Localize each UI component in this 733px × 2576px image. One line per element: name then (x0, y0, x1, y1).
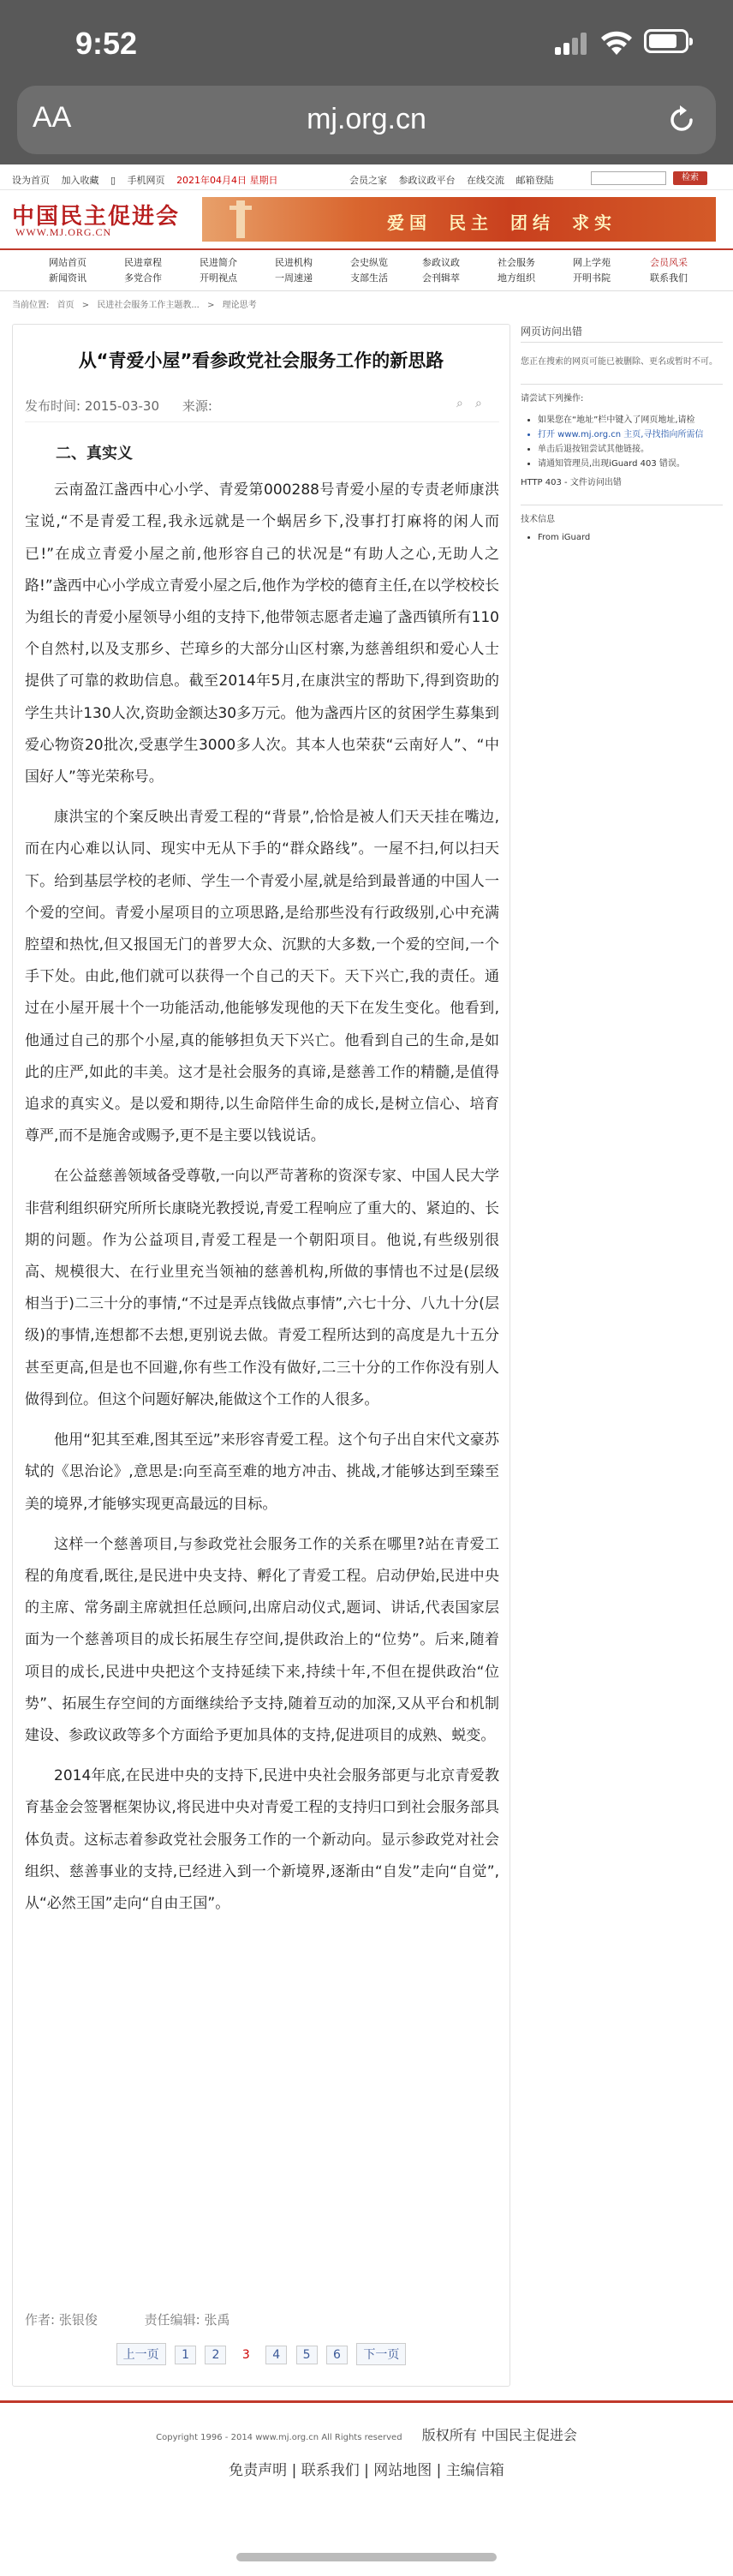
nav-item[interactable]: 民进章程 (124, 257, 162, 268)
nav-item[interactable]: 网站首页 (49, 257, 86, 268)
nav-item[interactable]: 会员风采 (650, 257, 688, 268)
nav-item[interactable]: 一周速递 (275, 272, 313, 284)
paragraph: 云南盈江盏西中心小学、青爱第000288号青爱小屋的专责老师康洪宝说,“不是青爱工程,我永远就是一个蜗居乡下,没事打打麻将的闲人而已!”在成立青爱小屋之前,他形容自己的状况是“有助人之心,无助人之路!”盏西中心小学成立青爱小屋之后,他作为学校的德育主任,在以学校校长为组长的青爱小屋领导小组的支持下,他带领志愿者走遍了盏西镇所有110个自然村,以及支那乡、芒璋乡的大部分山区村寨,为慈善组织和爱心人士提供了可靠的救助信息。截至2014年5月,在康洪宝的帮助下,得到资助的学生共计130人次,资助金额达30多万元。他为盏西片区的贫困学生募集到爱心物资20批次,受惠学生3000多人次。其本人也荣获“云南好人”、“中国好人”等光荣称号。 (25, 481, 499, 786)
source-label: 来源: (182, 398, 212, 414)
list-item: • From iGuard (538, 533, 723, 542)
paragraph: 这样一个慈善项目,与参政党社会服务工作的关系在哪里?站在青爱工程的角度看,既往,是民进中央支持、孵化了青爱工程。启动伊始,民进中央的主席、常务副主席就担任总顾问,出席启动仪式,题词、讲话,代表国家层面为一个慈善项目的成长拓展生存空间,提供政治上的“位势”。后来,随着项目的成长,民进中央把这个支持延续下来,持续十年,不但在提供政治“位势”、拓展生存空间的方面继续给予支持,随着互动的加深,又从平台和机制建设、参政议政等多个方面给予更加具体的支持,促进项目的成熟、蜕变。 (25, 1535, 499, 1744)
footer-link[interactable]: 联系我们 (301, 2462, 360, 2479)
politics-platform-link[interactable]: 参政议政平台 (398, 175, 456, 186)
breadcrumb-label: 当前位置: (12, 301, 50, 310)
author-name: 张银俊 (58, 2312, 98, 2328)
nav-item[interactable]: 新闻资讯 (49, 272, 86, 284)
slogan-word: 爱国 (387, 212, 432, 233)
monument-icon (236, 200, 245, 238)
current-date: 2021年04月4日 星期日 (176, 175, 278, 186)
author-label: 作者: (25, 2312, 56, 2328)
browser-chrome (0, 0, 733, 164)
section-heading: 二、真实义 (56, 445, 133, 463)
email-login-link[interactable]: 邮箱登陆 (515, 175, 554, 186)
nav-item[interactable]: 支部生活 (350, 272, 388, 284)
status-bar (0, 0, 733, 82)
mobile-icon: ▯ (110, 175, 116, 186)
reload-icon[interactable] (663, 101, 700, 139)
article-authors (25, 2310, 230, 2328)
paragraph: 他用“犯其至难,图其至远”来形容青爱工程。这个句子出自宋代文豪苏轼的《思治论》,意思是:向至高至难的地方冲击、挑战,才能够达到至臻至美的境界,才能够实现更高最远的目标。 (25, 1431, 499, 1513)
list-item: • 如果您在“地址”栏中键入了网页地址,请检 (538, 412, 723, 425)
breadcrumb-current[interactable]: 理论思考 (222, 301, 257, 310)
article-meta (25, 397, 499, 422)
tech-info-list (538, 533, 723, 542)
site-logo[interactable]: 中国民主促进会 (12, 204, 181, 230)
slogan-word: 民主 (449, 212, 493, 233)
list-item[interactable]: • 打开 www.mj.org.cn 主页,寻找指向所需信 (538, 427, 723, 439)
page-link[interactable]: 2 (205, 2346, 226, 2364)
copyright-text: Copyright 1996 - 2014 www.mj.org.cn All Rights reserved (156, 2433, 402, 2442)
sidebar-line: 请尝试下列操作: (521, 394, 584, 403)
footer-link[interactable]: 网站地图 (373, 2462, 432, 2479)
status-time: 9:52 (75, 26, 138, 61)
breadcrumb-separator: > (81, 301, 90, 310)
breadcrumb (12, 297, 262, 310)
nav-col (337, 255, 401, 286)
nav-col (36, 255, 99, 286)
editor-name: 张禹 (204, 2312, 230, 2328)
list-item: • 请通知管理员,出现iGuard 403 错误。 (538, 456, 723, 469)
page-link[interactable]: 4 (265, 2346, 287, 2364)
nav-col (187, 255, 250, 286)
paragraph: 康洪宝的个案反映出青爱工程的“背景”,恰恰是被人们天天挂在嘴边,而在内心难以认同、现实中无从下手的“群众路线”。一屋不扫,何以扫天下。给到基层学校的老师、学生一个青爱小屋,就是给到最普通的中国人一个爱的空间。青爱小屋项目的立项思路,是给那些没有行政级别,心中充满腔望和热忱,但又报国无门的普罗大众、沉默的大多数,一个爱的空间,一个手下处。由此,他们就可以获得一个自己的天下。天下兴亡,我的责任。通过在小屋开展十个一功能活动,他能够发现他的天下在发生变化。他看到,他通过自己的那个小屋,真的能够担负天下兴亡。他看到自己的生命,是如此的庄严,如此的丰美。这才是社会服务的真谛,是慈善工作的精髓,是值得追求的真实义。是以爱和期待,以生命陪伴生命的成长,是树立信心、培育尊严,而不是施舍或赐予,更不是主要以钱说话。 (25, 809, 499, 1145)
footer-divider (0, 2400, 733, 2403)
address-bar[interactable] (17, 86, 716, 154)
member-home-link[interactable]: 会员之家 (349, 175, 387, 186)
article-body (25, 438, 499, 1928)
footer-link[interactable]: 免责声明 (229, 2462, 288, 2479)
zoom-in-icon[interactable]: ⌕ (456, 397, 463, 410)
nav-item[interactable]: 网上学苑 (573, 257, 611, 268)
add-favorite-link[interactable]: 加入收藏 (61, 175, 99, 186)
set-homepage-link[interactable]: 设为首页 (12, 175, 50, 186)
zoom-out-icon[interactable]: ⌕ (475, 397, 482, 410)
nav-col (637, 255, 700, 286)
nav-col (485, 255, 548, 286)
suggestion-list (538, 412, 723, 469)
article-panel (12, 324, 510, 2387)
error-code: HTTP 403 - 文件访问出错 (521, 478, 622, 487)
search-input[interactable] (591, 171, 666, 185)
nav-item[interactable]: 开明视点 (200, 272, 237, 284)
site-footer (0, 2424, 733, 2479)
page-current: 3 (241, 2348, 250, 2362)
copyright (0, 2424, 733, 2444)
cellular-signal-icon (555, 31, 589, 55)
nav-item[interactable]: 多党合作 (124, 272, 162, 284)
footer-links: 免责声明 | 联系我们 | 网站地图 | 主编信箱 (229, 2462, 504, 2479)
reader-options-button[interactable]: AA (33, 101, 72, 134)
online-chat-link[interactable]: 在线交流 (467, 175, 504, 186)
nav-col (262, 255, 325, 286)
nav-col (409, 255, 473, 286)
site-logo-url: WWW.MJ.ORG.CN (15, 226, 112, 238)
article-title: 从“青爱小屋”看参政党社会服务工作的新思路 (78, 350, 444, 371)
editor-label: 责任编辑: (144, 2312, 200, 2328)
site-top-strip (0, 168, 733, 190)
sidebar-line: 您正在搜索的网页可能已被删除、更名或暂时不可。 (521, 357, 718, 367)
battery-level (649, 34, 676, 48)
nav-item[interactable]: 联系我们 (650, 272, 688, 284)
paragraph: 在公益慈善领域备受尊敬,一向以严苛著称的资深专家、中国人民大学非营利组织研究所所长康晓光教授说,青爱工程响应了重大的、紧迫的、长期的问题。作为公益项目,青爱工程是一个朝阳项目。他说,有些级别很高、规模很大、在行业里充当领袖的慈善机构,所做的事情也不过是(层级相当于)二三十分的事情,“不过是弄点钱做点事情”,六七十分、八九十分(层级)的事情,连想都不去想,更别说去做。青爱工程所达到的高度是九十五分甚至更高,但是也不回避,你有些工作没有做好,二三十分的工作你没有别人做得到位。但这个问题好解决,能做这个工作的人很多。 (25, 1168, 499, 1408)
search-button[interactable]: 检索 (673, 171, 707, 185)
paragraph: 2014年底,在民进中央的支持下,民进中央社会服务部更与北京青爱教育基金会签署框架协议,将民进中央对青爱工程的支持归口到社会服务部具体负责。这标志着参政党社会服务工作的一个新动向。显示参政党对社会组织、慈善事业的支持,已经进入到一个新境界,逐渐由“自发”走向“自觉”,从“必然王国”走向“自由王国”。 (25, 1767, 499, 1912)
breadcrumb-separator: > (207, 301, 215, 310)
tech-info-title: 技术信息 (521, 515, 555, 524)
publish-date: 2015-03-30 (84, 398, 160, 414)
nav-item[interactable]: 民进简介 (200, 257, 237, 268)
page-link[interactable]: 1 (175, 2346, 196, 2364)
mobile-page-link[interactable]: 手机网页 (127, 175, 165, 186)
banner-image (202, 197, 716, 242)
next-page-button[interactable]: 下一页 (356, 2343, 406, 2365)
publish-label: 发布时间: (25, 398, 81, 414)
nav-item[interactable]: 开明书院 (573, 272, 611, 284)
banner-slogan (387, 209, 634, 234)
page-link[interactable]: 5 (296, 2346, 318, 2364)
nav-col (560, 255, 623, 286)
main-nav (0, 248, 733, 291)
site-banner (0, 190, 733, 247)
breadcrumb-home[interactable]: 首页 (57, 301, 74, 310)
nav-col (111, 255, 175, 286)
nav-item[interactable]: 会史纵览 (350, 257, 388, 268)
wifi-icon (599, 27, 634, 57)
nav-item[interactable]: 民进机构 (275, 257, 313, 268)
nav-item[interactable]: 参政议政 (422, 257, 460, 268)
home-indicator[interactable] (236, 2553, 497, 2561)
nav-item[interactable]: 社会服务 (498, 257, 535, 268)
list-item[interactable]: • 单击后退按钮尝试其他链接。 (538, 441, 723, 454)
sidebar-title: 网页访问出错 (521, 324, 723, 343)
page-link[interactable]: 6 (326, 2346, 348, 2364)
nav-item[interactable]: 地方组织 (498, 272, 535, 284)
divider (521, 384, 723, 385)
breadcrumb-section[interactable]: 民进社会服务工作主题教... (97, 301, 200, 310)
footer-link[interactable]: 主编信箱 (445, 2462, 504, 2479)
sidebar-error-frame (521, 324, 723, 551)
prev-page-button[interactable]: 上一页 (116, 2343, 166, 2365)
nav-item[interactable]: 会刊辑萃 (422, 272, 460, 284)
url-text[interactable]: mj.org.cn (307, 103, 426, 135)
rights-text: 版权所有 中国民主促进会 (421, 2427, 577, 2443)
pagination (13, 2343, 510, 2365)
slogan-word: 团结 (510, 212, 555, 233)
slogan-word: 求实 (572, 212, 617, 233)
battery-icon (644, 29, 688, 53)
